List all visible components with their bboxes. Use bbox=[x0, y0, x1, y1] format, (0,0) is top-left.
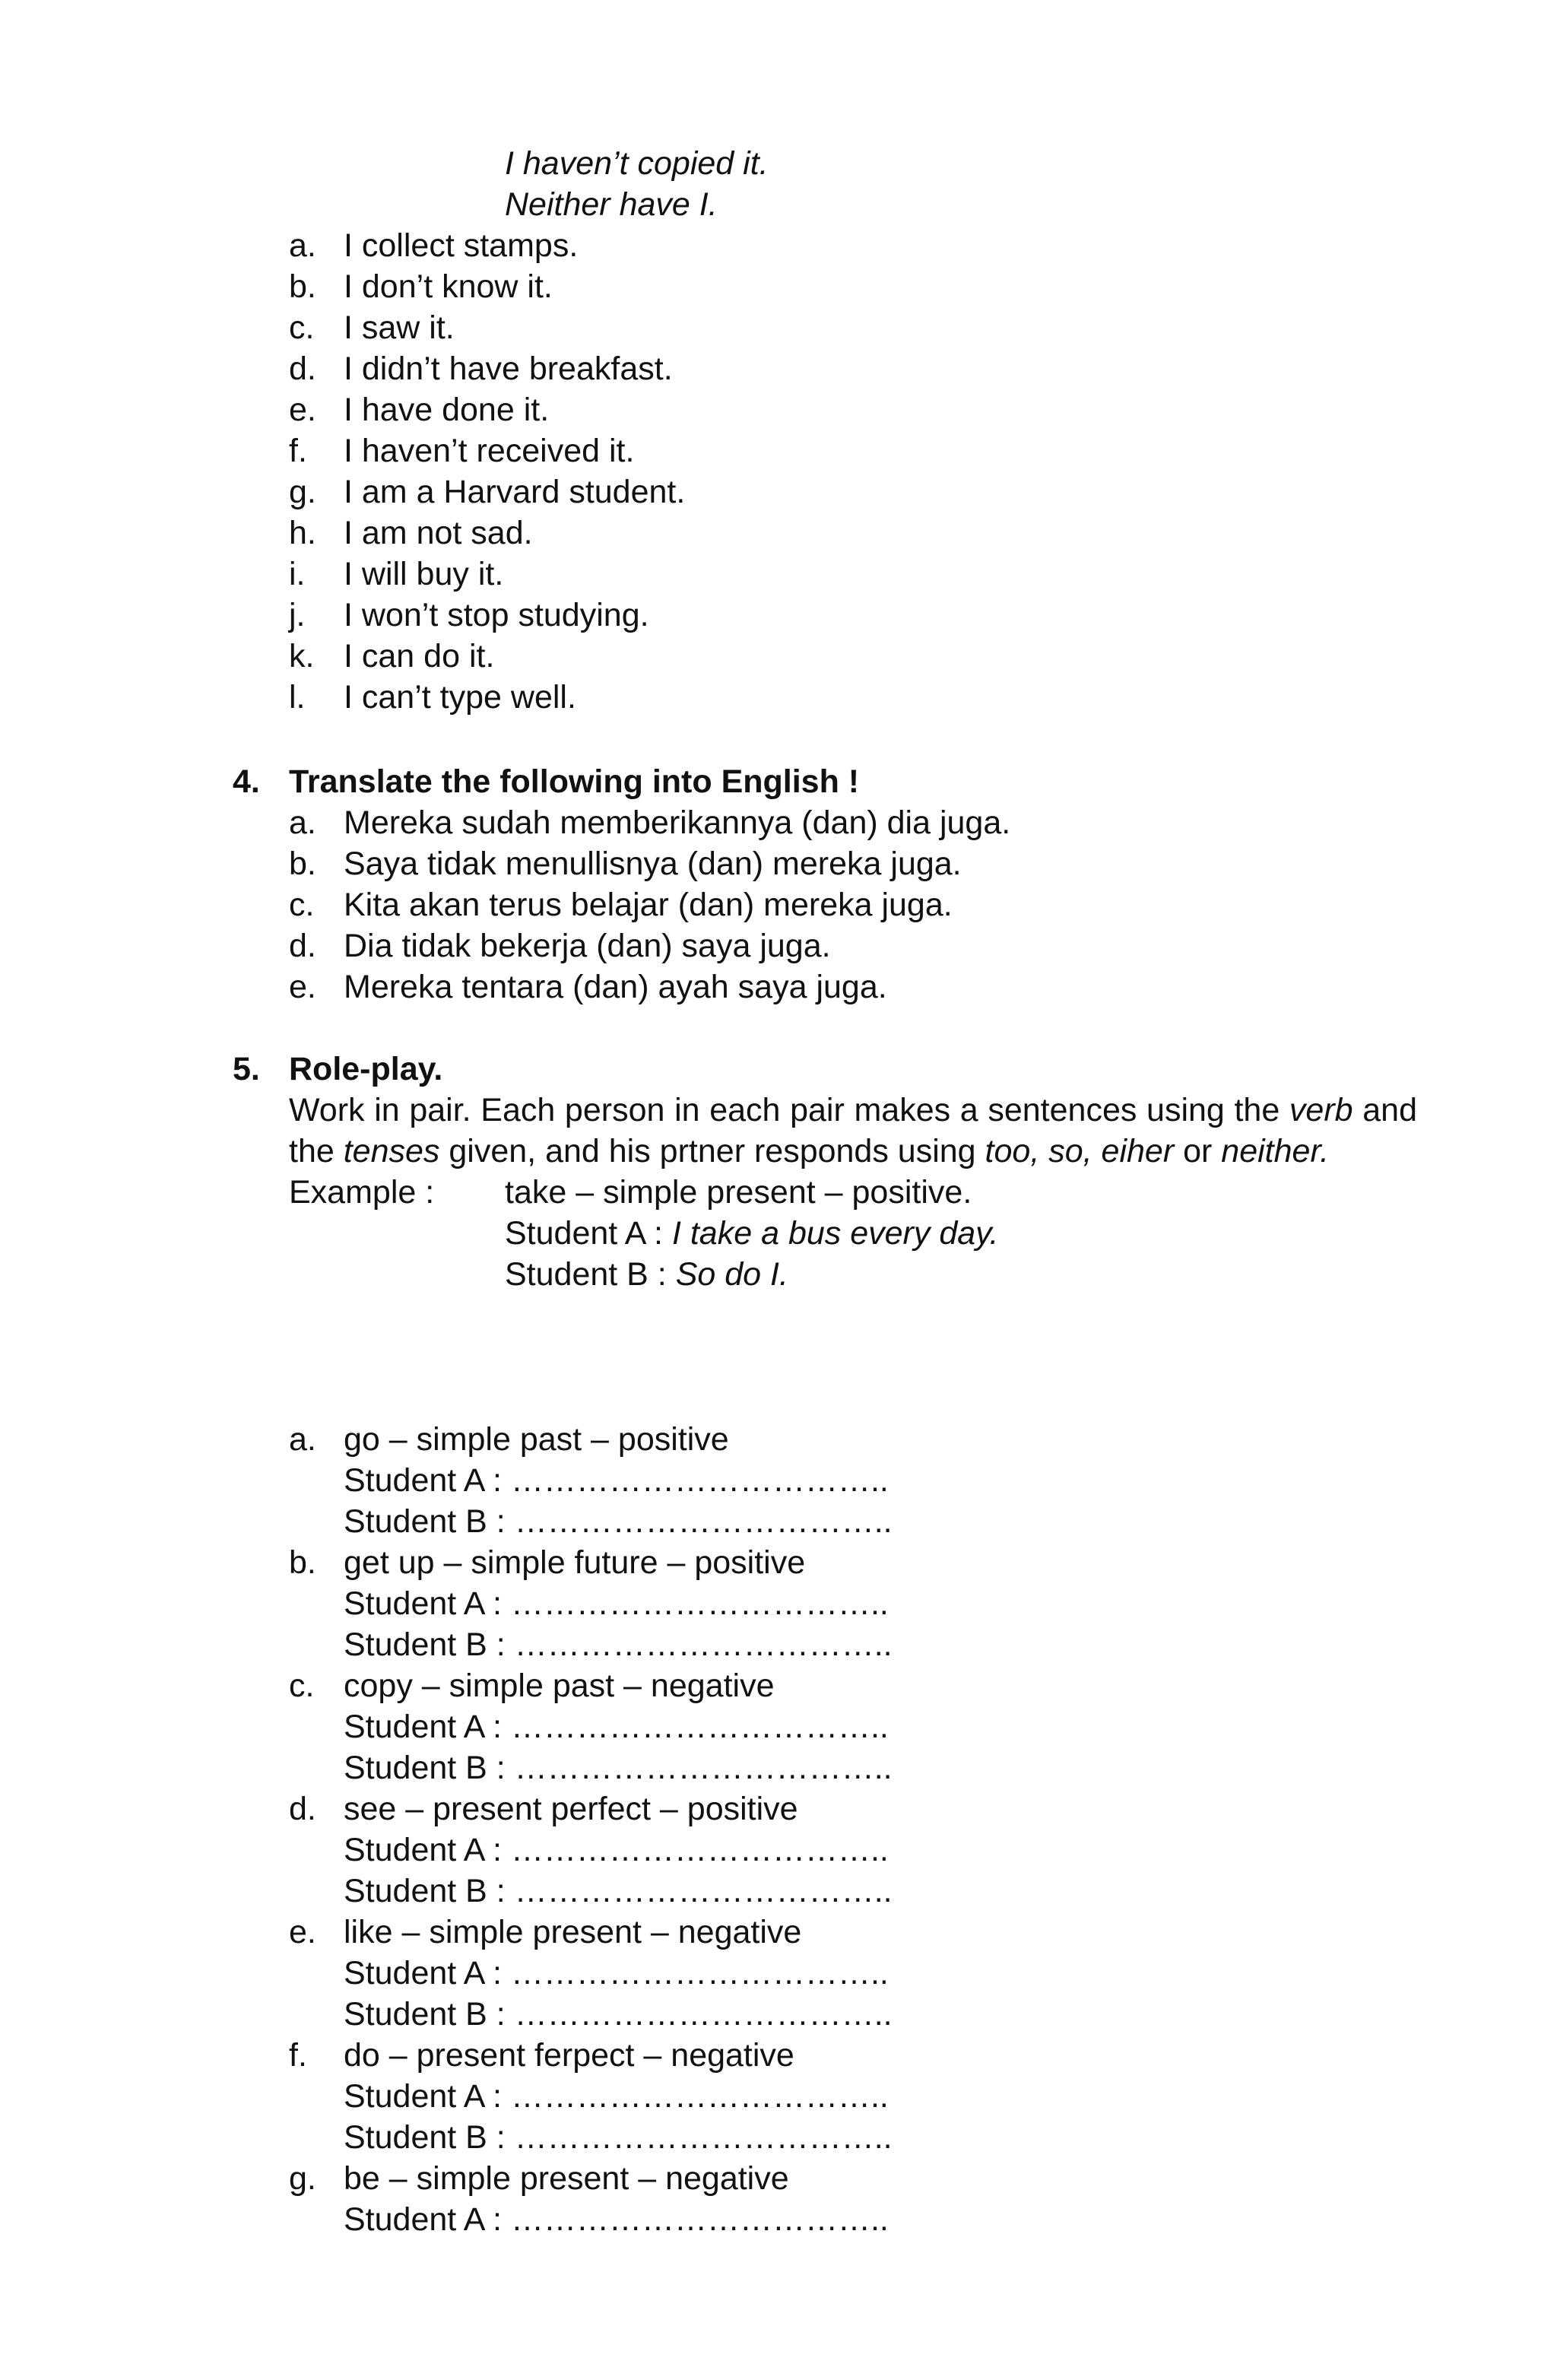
item-letter: c. bbox=[289, 1668, 315, 1704]
item-letter: l. bbox=[289, 679, 306, 716]
item-letter: c. bbox=[289, 887, 315, 923]
item-prompt: like – simple present – negative bbox=[344, 1914, 802, 1950]
item-text: I can do it. bbox=[344, 638, 495, 674]
item-letter: b. bbox=[289, 846, 316, 882]
item-letter: f. bbox=[289, 433, 307, 469]
list-item bbox=[289, 802, 1429, 843]
section-4-list bbox=[289, 802, 1429, 1008]
list-item bbox=[289, 307, 1277, 348]
answer-line bbox=[289, 2076, 1277, 2117]
student-b-blank: Student B : …………………………….. bbox=[344, 1503, 893, 1540]
list-item bbox=[289, 595, 1277, 636]
intro-example bbox=[505, 143, 769, 225]
item-prompt: do – present ferpect – negative bbox=[344, 2037, 794, 2074]
example-row bbox=[289, 1213, 1449, 1254]
item-letter: k. bbox=[289, 638, 315, 674]
item-text: I don’t know it. bbox=[344, 268, 553, 305]
example-row bbox=[289, 1254, 1449, 1295]
list-item bbox=[289, 225, 1277, 266]
answer-line bbox=[289, 1501, 1277, 1542]
list-item bbox=[289, 1542, 1277, 1583]
item-text: I collect stamps. bbox=[344, 227, 579, 264]
item-letter: d. bbox=[289, 1791, 316, 1827]
student-b-blank: Student B : …………………………….. bbox=[344, 2119, 893, 2156]
answer-line bbox=[289, 1994, 1277, 2035]
item-letter: g. bbox=[289, 2160, 316, 2197]
item-text: I saw it. bbox=[344, 309, 455, 346]
student-a-blank: Student A : …………………………….. bbox=[344, 1832, 889, 1868]
section-5-example bbox=[289, 1172, 1449, 1295]
item-letter: d. bbox=[289, 351, 316, 387]
answer-line bbox=[289, 1583, 1277, 1624]
example-label: Example : bbox=[289, 1174, 435, 1211]
instr-text: Work in pair. Each person in each pair makes a sentences using the bbox=[289, 1092, 1289, 1128]
list-item bbox=[289, 843, 1429, 884]
item-letter: e. bbox=[289, 392, 316, 428]
item-text: I can’t type well. bbox=[344, 679, 576, 716]
list-item bbox=[289, 1912, 1277, 1953]
instr-text: and the bbox=[289, 1092, 1417, 1169]
section-4-heading bbox=[233, 761, 1373, 802]
instr-keywords: too, so, eiher bbox=[985, 1133, 1175, 1169]
section-5-heading bbox=[233, 1049, 1449, 1090]
item-prompt: go – simple past – positive bbox=[344, 1421, 729, 1458]
student-b-blank: Student B : …………………………….. bbox=[344, 1750, 893, 1786]
item-prompt: copy – simple past – negative bbox=[344, 1668, 775, 1704]
item-letter: h. bbox=[289, 515, 316, 551]
list-item bbox=[289, 266, 1277, 307]
answer-line bbox=[289, 2117, 1277, 2158]
intro-example-line: I haven’t copied it. bbox=[505, 145, 769, 182]
student-b-blank: Student B : …………………………….. bbox=[344, 1626, 893, 1663]
example-prompt: take – simple present – positive. bbox=[505, 1174, 972, 1211]
list-item bbox=[289, 2035, 1277, 2076]
answer-line bbox=[289, 1871, 1277, 1912]
student-b-blank: Student B : …………………………….. bbox=[344, 1996, 893, 2033]
item-prompt: get up – simple future – positive bbox=[344, 1544, 806, 1581]
item-letter: c. bbox=[289, 309, 315, 346]
role-play-list bbox=[289, 1419, 1277, 2240]
student-b-blank: Student B : …………………………….. bbox=[344, 1873, 893, 1909]
section-number: 4. bbox=[233, 763, 260, 800]
list-item bbox=[289, 389, 1277, 430]
answer-line bbox=[289, 1829, 1277, 1871]
list-item bbox=[289, 677, 1277, 718]
list-item bbox=[289, 348, 1277, 389]
answer-line bbox=[289, 1460, 1277, 1501]
list-item bbox=[289, 966, 1429, 1008]
list-item bbox=[289, 2158, 1277, 2199]
example-row bbox=[289, 1172, 1449, 1213]
student-b-label: Student B : bbox=[505, 1256, 676, 1293]
section-title: Translate the following into English ! bbox=[289, 763, 860, 800]
student-a-blank: Student A : …………………………….. bbox=[344, 1709, 889, 1745]
section-title: Role-play. bbox=[289, 1051, 443, 1087]
list-item bbox=[289, 636, 1277, 677]
list-item bbox=[289, 1665, 1277, 1706]
answer-line bbox=[289, 2199, 1277, 2240]
item-letter: e. bbox=[289, 1914, 316, 1950]
item-text: I will buy it. bbox=[344, 556, 504, 592]
exercise-3-list bbox=[289, 225, 1277, 718]
instr-neither: neither. bbox=[1221, 1133, 1330, 1169]
student-a-blank: Student A : …………………………….. bbox=[344, 1955, 889, 1991]
intro-example-response: Neither have I. bbox=[505, 186, 718, 223]
student-a-blank: Student A : …………………………….. bbox=[344, 2078, 889, 2115]
item-text: Dia tidak bekerja (dan) saya juga. bbox=[344, 928, 831, 964]
item-letter: d. bbox=[289, 928, 316, 964]
instr-tenses: tenses bbox=[343, 1133, 440, 1169]
item-text: Saya tidak menullisnya (dan) mereka juga. bbox=[344, 846, 962, 882]
item-text: I have done it. bbox=[344, 392, 550, 428]
list-item bbox=[289, 554, 1277, 595]
answer-line bbox=[289, 1953, 1277, 1994]
list-item bbox=[289, 1419, 1277, 1460]
instr-text: given, and his prtner responds using bbox=[439, 1133, 985, 1169]
student-a-label: Student A : bbox=[505, 1215, 672, 1252]
item-letter: e. bbox=[289, 969, 316, 1005]
answer-line bbox=[289, 1706, 1277, 1747]
item-text: I am a Harvard student. bbox=[344, 474, 686, 510]
answer-line bbox=[289, 1624, 1277, 1665]
section-4 bbox=[233, 761, 1373, 1008]
instr-verb: verb bbox=[1289, 1092, 1353, 1128]
item-letter: b. bbox=[289, 1544, 316, 1581]
item-text: I haven’t received it. bbox=[344, 433, 635, 469]
student-a-blank: Student A : …………………………….. bbox=[344, 1462, 889, 1499]
student-b-text: So do I. bbox=[675, 1256, 788, 1293]
instr-text: or bbox=[1174, 1133, 1222, 1169]
item-text: I didn’t have breakfast. bbox=[344, 351, 673, 387]
item-letter: f. bbox=[289, 2037, 307, 2074]
item-text: Mereka tentara (dan) ayah saya juga. bbox=[344, 969, 887, 1005]
item-text: Mereka sudah memberikannya (dan) dia juga. bbox=[344, 804, 1011, 841]
item-text: I am not sad. bbox=[344, 515, 533, 551]
list-item bbox=[289, 1788, 1277, 1829]
list-item bbox=[289, 925, 1429, 966]
item-letter: a. bbox=[289, 227, 316, 264]
item-prompt: be – simple present – negative bbox=[344, 2160, 789, 2197]
list-item bbox=[289, 471, 1277, 512]
item-letter: j. bbox=[289, 597, 306, 633]
example-student-b bbox=[505, 1254, 788, 1295]
section-5 bbox=[233, 1049, 1449, 1295]
list-item bbox=[289, 512, 1277, 554]
student-a-text: I take a bus every day. bbox=[671, 1215, 999, 1252]
item-letter: a. bbox=[289, 1421, 316, 1458]
item-prompt: see – present perfect – positive bbox=[344, 1791, 798, 1827]
student-a-blank: Student A : …………………………….. bbox=[344, 1585, 889, 1622]
item-text: I won’t stop studying. bbox=[344, 597, 649, 633]
item-letter: i. bbox=[289, 556, 306, 592]
list-item bbox=[289, 430, 1277, 471]
section-number: 5. bbox=[233, 1051, 260, 1087]
item-letter: a. bbox=[289, 804, 316, 841]
list-item bbox=[289, 884, 1429, 925]
student-a-blank: Student A : …………………………….. bbox=[344, 2201, 889, 2238]
item-text: Kita akan terus belajar (dan) mereka juga. bbox=[344, 887, 953, 923]
example-student-a bbox=[505, 1213, 998, 1254]
item-letter: g. bbox=[289, 474, 316, 510]
item-letter: b. bbox=[289, 268, 316, 305]
answer-line bbox=[289, 1747, 1277, 1788]
section-5-instructions bbox=[289, 1090, 1417, 1172]
